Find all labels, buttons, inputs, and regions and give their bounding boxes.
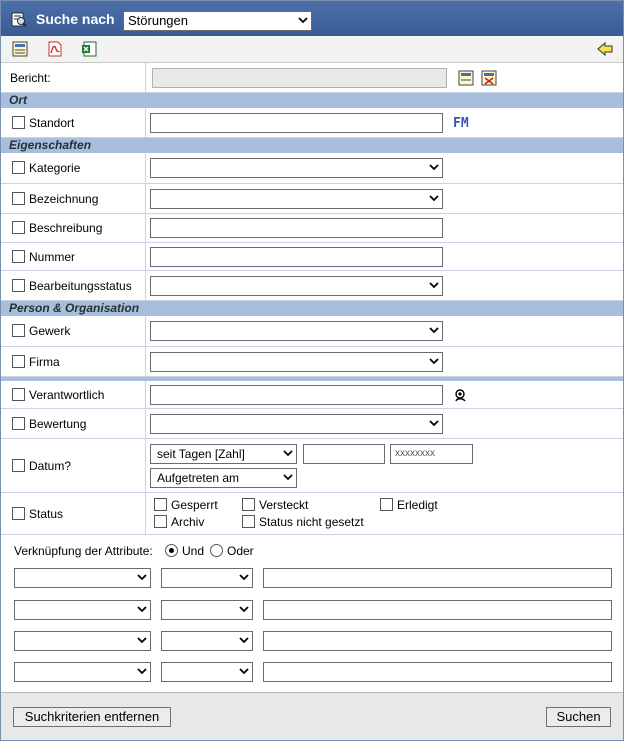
gewerk-select[interactable] [150,321,443,341]
bewertung-label-cell [1,409,146,438]
attribute-value-input[interactable] [263,662,612,682]
nummer-input[interactable] [150,247,443,267]
search-button[interactable]: Suchen [546,707,611,727]
chevron-down-icon [429,418,439,428]
radio-oder-label: Oder [227,544,254,558]
attribute-select[interactable] [14,662,151,682]
datum-label-cell [1,439,146,492]
chevron-down-icon [239,666,249,676]
chevron-down-icon [239,604,249,614]
nummer-label: Nummer [29,249,76,264]
datum-type-select[interactable] [150,468,297,488]
back-arrow-icon[interactable] [597,41,613,57]
bewertung-label: Bewertung [29,416,87,431]
attribute-value-input[interactable] [263,600,612,620]
kategorie-label-cell [1,153,146,183]
beschreibung-label: Beschreibung [29,221,103,235]
radio-oder[interactable] [210,544,223,557]
verantwortlich-label: Verantwortlich [29,387,105,402]
chevron-down-icon [137,635,147,645]
attribute-select[interactable] [14,568,151,588]
chevron-down-icon [283,472,293,482]
verantwortlich-label-cell [1,381,146,408]
bericht-row [1,63,623,93]
attribute-select[interactable] [14,600,151,620]
verantwortlich-checkbox[interactable] [12,388,25,401]
gewerk-label: Gewerk [29,324,71,338]
versteckt-checkbox[interactable] [242,498,255,511]
operator-select[interactable] [161,568,253,588]
datum-date-input[interactable]: xxxxxxxx [390,444,473,464]
bewertung-row [1,409,623,439]
firma-select[interactable] [150,352,443,372]
chevron-down-icon [429,280,439,290]
standort-checkbox[interactable] [12,116,25,129]
bericht-input [152,68,447,88]
bearbeitungsstatus-checkbox[interactable] [12,279,25,292]
nicht-gesetzt-checkbox[interactable] [242,515,255,528]
datum-mode-value: seit Tagen [Zahl] [157,447,245,461]
chevron-down-icon [239,635,249,645]
kategorie-checkbox[interactable] [12,161,25,174]
title-label: Suche nach [36,11,115,27]
pdf-icon[interactable] [47,41,63,57]
bezeichnung-checkbox[interactable] [12,192,25,205]
gewerk-checkbox[interactable] [12,324,25,337]
section-person-organisation: Person & Organisation [1,301,623,316]
section-ort: Ort [1,93,623,108]
firma-label: Firma [29,354,60,369]
operator-select[interactable] [161,600,253,620]
title-bar [1,1,623,36]
nicht-gesetzt-label: Status nicht gesetzt [259,515,364,529]
excel-icon[interactable] [81,41,97,57]
attribute-value-input[interactable] [263,631,612,651]
chevron-down-icon [283,448,293,458]
archiv-label: Archiv [171,515,205,529]
verantwortlich-input[interactable] [150,385,443,405]
firma-checkbox[interactable] [12,355,25,368]
search-report-icon [11,11,27,27]
kategorie-label: Kategorie [29,161,81,175]
nummer-row [1,243,623,271]
bewertung-checkbox[interactable] [12,417,25,430]
status-label: Status [29,506,64,521]
chevron-down-icon [429,193,439,203]
attribute-value-input[interactable] [263,568,612,588]
bericht-label-cell [1,63,146,92]
standort-input[interactable] [150,113,443,133]
status-checkbox[interactable] [12,507,25,520]
report-select-icon[interactable] [458,70,474,86]
gesperrt-label: Gesperrt [171,498,218,512]
archiv-checkbox[interactable] [154,515,167,528]
chevron-down-icon [298,15,308,25]
chevron-down-icon [239,572,249,582]
clear-criteria-button[interactable]: Suchkriterien entfernen [13,707,171,727]
beschreibung-input[interactable] [150,218,443,238]
radio-und-label: Und [182,544,205,558]
nummer-checkbox[interactable] [12,250,25,263]
chevron-down-icon [429,162,439,172]
section-eigenschaften: Eigenschaften [1,138,623,153]
gewerk-row [1,316,623,347]
radio-und[interactable] [165,544,178,557]
footer-bar [1,692,623,740]
datum-days-input[interactable] [303,444,385,464]
radio-und-dot [169,548,174,553]
datum-row [1,439,623,493]
fm-picker-button[interactable]: FM [453,116,469,131]
beschreibung-checkbox[interactable] [12,221,25,234]
chevron-down-icon [137,604,147,614]
report-delete-icon[interactable] [481,70,497,86]
chevron-down-icon [137,666,147,676]
datum-checkbox[interactable] [12,459,25,472]
bezeichnung-label: Bezeichnung [29,191,99,206]
status-label-cell [1,493,146,534]
status-row [1,493,623,535]
kategorie-row [1,153,623,184]
bericht-label: Bericht: [10,70,51,85]
report-icon[interactable] [12,41,28,57]
bearbeitungsstatus-select[interactable] [150,276,443,296]
datum-mode-select[interactable] [150,444,297,464]
standort-row [1,108,623,138]
chevron-down-icon [137,572,147,582]
firma-row [1,347,623,377]
chevron-down-icon [429,356,439,366]
attribute-select[interactable] [14,631,151,651]
bearbeitungsstatus-label-cell [1,271,146,300]
erledigt-checkbox[interactable] [380,498,393,511]
beschreibung-label-cell [1,214,146,242]
bewertung-select[interactable] [150,414,443,434]
search-type-select[interactable] [123,11,312,31]
erledigt-label: Erledigt [397,498,438,512]
versteckt-label: Versteckt [259,498,309,512]
kategorie-select[interactable] [150,158,443,178]
toolbar [1,36,623,63]
verknuepfung-label: Verknüpfung der Attribute: [14,544,153,558]
operator-select[interactable] [161,631,253,651]
person-picker-icon[interactable] [454,389,467,402]
beschreibung-row [1,214,623,243]
datum-label: Datum? [29,458,72,473]
bearbeitungsstatus-label: Bearbeitungsstatus [29,278,132,293]
standort-label-cell [1,108,146,137]
firma-label-cell [1,347,146,376]
bezeichnung-row [1,184,623,214]
bezeichnung-select[interactable] [150,189,443,209]
nummer-label-cell [1,243,146,270]
bezeichnung-label-cell [1,184,146,213]
chevron-down-icon [429,325,439,335]
operator-select[interactable] [161,662,253,682]
search-type-value: Störungen [128,13,188,28]
verantwortlich-row [1,381,623,409]
datum-type-value: Aufgetreten am [157,471,240,485]
bearbeitungsstatus-row [1,271,623,301]
gesperrt-checkbox[interactable] [154,498,167,511]
gewerk-label-cell [1,316,146,346]
standort-label: Standort [29,115,75,130]
